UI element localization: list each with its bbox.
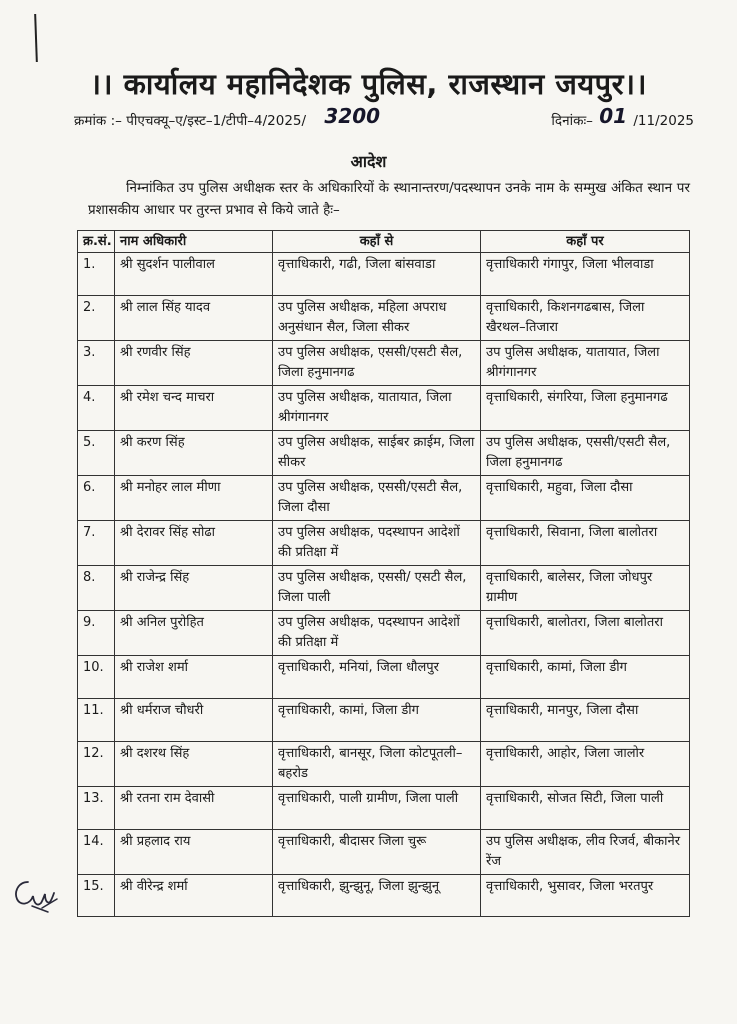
officer-name-cell: श्री अनिल पुरोहित bbox=[115, 611, 273, 656]
from-posting-cell: उप पुलिस अधीक्षक, साईबर क्राईम, जिला सीकर bbox=[273, 431, 481, 476]
officer-name-cell: श्री राजेन्द्र सिंह bbox=[115, 566, 273, 611]
table-row bbox=[78, 431, 690, 476]
serial-cell: 4. bbox=[78, 386, 115, 431]
table-row bbox=[78, 566, 690, 611]
to-posting-cell: वृत्ताधिकारी, सोजत सिटी, जिला पाली bbox=[481, 787, 690, 830]
table-row bbox=[78, 611, 690, 656]
from-posting-cell: वृत्ताधिकारी, गढी, जिला बांसवाडा bbox=[273, 253, 481, 296]
serial-cell: 14. bbox=[78, 830, 115, 875]
to-posting-cell: वृत्ताधिकारी, सिवाना, जिला बालोतरा bbox=[481, 521, 690, 566]
from-posting-cell: उप पुलिस अधीक्षक, यातायात, जिला श्रीगंगानगर bbox=[273, 386, 481, 431]
date-label: दिनांकः– bbox=[551, 113, 593, 129]
serial-cell: 15. bbox=[78, 875, 115, 917]
office-title: ।। कार्यालय महानिदेशक पुलिस, राजस्थान जयपुर।। bbox=[90, 67, 647, 101]
serial-cell: 12. bbox=[78, 742, 115, 787]
table-row bbox=[78, 521, 690, 566]
serial-cell: 6. bbox=[78, 476, 115, 521]
order-heading: आदेश bbox=[350, 152, 387, 171]
to-posting-cell: वृत्ताधिकारी, मानपुर, जिला दौसा bbox=[481, 699, 690, 742]
signature-initials bbox=[12, 872, 64, 916]
serial-cell: 7. bbox=[78, 521, 115, 566]
from-posting-cell: उप पुलिस अधीक्षक, एससी/एसटी सैल, जिला दौसा bbox=[273, 476, 481, 521]
officer-name-cell: श्री राजेश शर्मा bbox=[115, 656, 273, 699]
header-officer-name: नाम अधिकारी bbox=[115, 231, 273, 253]
officer-name-cell: श्री रमेश चन्द माचरा bbox=[115, 386, 273, 431]
reference-number: पीएचक्यू–ए/इस्ट–1/टीपी–4/2025/ bbox=[126, 113, 307, 129]
handwritten-dispatch-number: 3200 bbox=[324, 104, 381, 128]
from-posting-cell: वृत्ताधिकारी, झुन्झुनू, जिला झुन्झुनू bbox=[273, 875, 481, 917]
to-posting-cell: वृत्ताधिकारी, भुसावर, जिला भरतपुर bbox=[481, 875, 690, 917]
table-row bbox=[78, 386, 690, 431]
from-posting-cell: उप पुलिस अधीक्षक, पदस्थापन आदेशों की प्रतिक्षा में bbox=[273, 611, 481, 656]
table-row bbox=[78, 742, 690, 787]
header-serial: क्र.सं. bbox=[78, 231, 115, 253]
table-row bbox=[78, 253, 690, 296]
officer-name-cell: श्री सुदर्शन पालीवाल bbox=[115, 253, 273, 296]
officer-name-cell: श्री दशरथ सिंह bbox=[115, 742, 273, 787]
to-posting-cell: वृत्ताधिकारी गंगापुर, जिला भीलवाडा bbox=[481, 253, 690, 296]
header-to-posting: कहाँ पर bbox=[481, 231, 690, 253]
from-posting-cell: उप पुलिस अधीक्षक, महिला अपराध अनुसंधान सैल, जिला सीकर bbox=[273, 296, 481, 341]
table-row bbox=[78, 787, 690, 830]
table-row bbox=[78, 656, 690, 699]
serial-cell: 1. bbox=[78, 253, 115, 296]
table-header-row bbox=[78, 231, 690, 253]
to-posting-cell: वृत्ताधिकारी, किशनगढबास, जिला खैरथल–तिजारा bbox=[481, 296, 690, 341]
table-row bbox=[78, 830, 690, 875]
to-posting-cell: वृत्ताधिकारी, कामां, जिला डीग bbox=[481, 656, 690, 699]
reference-line bbox=[74, 106, 694, 128]
officer-name-cell: श्री रणवीर सिंह bbox=[115, 341, 273, 386]
to-posting-cell: उप पुलिस अधीक्षक, लीव रिजर्व, बीकानेर रेंज bbox=[481, 830, 690, 875]
table-row bbox=[78, 476, 690, 521]
table-row bbox=[78, 296, 690, 341]
table-row bbox=[78, 341, 690, 386]
from-posting-cell: वृत्ताधिकारी, मनियां, जिला धौलपुर bbox=[273, 656, 481, 699]
officer-name-cell: श्री रतना राम देवासी bbox=[115, 787, 273, 830]
to-posting-cell: वृत्ताधिकारी, बालोतरा, जिला बालोतरा bbox=[481, 611, 690, 656]
header-from-posting: कहाँ से bbox=[273, 231, 481, 253]
transfer-table bbox=[77, 230, 690, 917]
reference-block bbox=[74, 106, 384, 130]
officer-name-cell: श्री धर्मराज चौधरी bbox=[115, 699, 273, 742]
serial-cell: 13. bbox=[78, 787, 115, 830]
margin-pen-mark bbox=[34, 14, 38, 62]
serial-cell: 10. bbox=[78, 656, 115, 699]
from-posting-cell: वृत्ताधिकारी, बानसूर, जिला कोटपूतली–बहरोड bbox=[273, 742, 481, 787]
officer-name-cell: श्री प्रहलाद राय bbox=[115, 830, 273, 875]
order-intro-text: निम्नांकित उप पुलिस अधीक्षक स्तर के अधिकारियों के स्थानान्तरण/पदस्थापन उनके नाम के सम्मुख अंकित स्थान पर प्रशासकीय आधार पर तुरन्त प्रभाव से किये जाते हैः– bbox=[88, 180, 691, 218]
officer-name-cell: श्री देरावर सिंह सोढा bbox=[115, 521, 273, 566]
table-row bbox=[78, 699, 690, 742]
from-posting-cell: उप पुलिस अधीक्षक, पदस्थापन आदेशों की प्रतिक्षा में bbox=[273, 521, 481, 566]
officer-name-cell: श्री लाल सिंह यादव bbox=[115, 296, 273, 341]
table-row bbox=[78, 875, 690, 917]
officer-name-cell: श्री वीरेन्द्र शर्मा bbox=[115, 875, 273, 917]
to-posting-cell: वृत्ताधिकारी, महुवा, जिला दौसा bbox=[481, 476, 690, 521]
serial-cell: 2. bbox=[78, 296, 115, 341]
from-posting-cell: उप पुलिस अधीक्षक, एससी/एसटी सैल, जिला हनुमानगढ bbox=[273, 341, 481, 386]
handwritten-date-day: 01 bbox=[599, 104, 628, 128]
to-posting-cell: वृत्ताधिकारी, संगरिया, जिला हनुमानगढ bbox=[481, 386, 690, 431]
to-posting-cell: उप पुलिस अधीक्षक, एससी/एसटी सैल, जिला हनुमानगढ bbox=[481, 431, 690, 476]
to-posting-cell: वृत्ताधिकारी, आहोर, जिला जालोर bbox=[481, 742, 690, 787]
from-posting-cell: वृत्ताधिकारी, पाली ग्रामीण, जिला पाली bbox=[273, 787, 481, 830]
serial-cell: 11. bbox=[78, 699, 115, 742]
from-posting-cell: वृत्ताधिकारी, बीदासर जिला चुरू bbox=[273, 830, 481, 875]
to-posting-cell: उप पुलिस अधीक्षक, यातायात, जिला श्रीगंगानगर bbox=[481, 341, 690, 386]
from-posting-cell: उप पुलिस अधीक्षक, एससी/ एसटी सैल, जिला पाली bbox=[273, 566, 481, 611]
serial-cell: 9. bbox=[78, 611, 115, 656]
serial-cell: 3. bbox=[78, 341, 115, 386]
from-posting-cell: वृत्ताधिकारी, कामां, जिला डीग bbox=[273, 699, 481, 742]
officer-name-cell: श्री करण सिंह bbox=[115, 431, 273, 476]
serial-cell: 8. bbox=[78, 566, 115, 611]
to-posting-cell: वृत्ताधिकारी, बालेसर, जिला जोधपुर ग्रामीण bbox=[481, 566, 690, 611]
reference-label: क्रमांक :– bbox=[74, 113, 122, 129]
date-month-year: /11/2025 bbox=[633, 113, 694, 129]
date-block bbox=[551, 106, 694, 130]
serial-cell: 5. bbox=[78, 431, 115, 476]
officer-name-cell: श्री मनोहर लाल मीणा bbox=[115, 476, 273, 521]
